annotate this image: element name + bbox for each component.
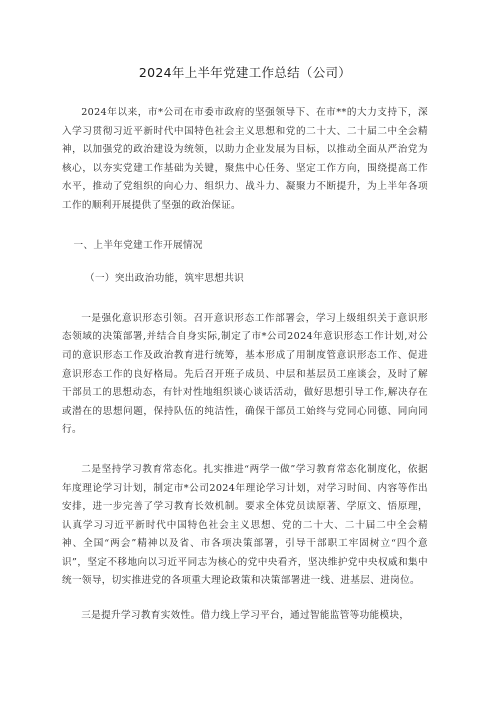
body-paragraph-2: 二是坚持学习教育常态化。扎实推进“两学一做”学习教育常态化制度化，依据年度理论学习计划，制定市*公司2024年理论学习计划，对学习时间、内容等作出安排，进一步完善了学习教育长效机制。要求全体党员读原著、学原文、悟原理，认真学习习近平新时代中国特色社会主义思想、党的二十大、二十届二中全会精神、全国“两会”精神以及省、市各项决策部署，引导干部职工牢固树立“四个意识”，坚定不移地向以习近平同志为核心的党中央看齐，坚决维护党中央权威和集中统一领导，切实推进党的各项重大理论政策和决策部署进一线、进基层、进岗位。 xyxy=(62,463,428,587)
intro-paragraph: 2024年以来，市*公司在市委市政府的坚强领导下、在市**的大力支持下，深入学习贯彻习近平新时代中国特色社会主义思想和党的二十大、二十届二中全会精神，以加强党的政治建设为统领，以助力企业发展为目标，以推动全面从严治党为核心，以夯实党建工作基础为关键，聚焦中心任务、坚定工作方向，围绕提高工作水平，推动了党组织的向心力、组织力、战斗力、凝聚力不断提升，为上半年各项工作的顺利开展提供了坚强的政治保证。 xyxy=(62,107,428,211)
body-paragraph-3: 三是提升学习教育实效性。借力线上学习平台，通过智能监管等功能模块， xyxy=(81,610,410,622)
body-paragraph-1: 一是强化意识形态引领。召开意识形态工作部署会，学习上级组织关于意识形态领域的决策部署,并结合自身实际,制定了市*公司2024年意识形态工作计划,对公司的意识形态工作及政治教育进行统筹，基本形成了用制度管意识形态工作、促进意识形态工作的良好格局。先后召开班子成员、中层和基层员工座谈会，及时了解干部员工的思想动态，有针对性地组织谈心谈话活动，做好思想引导工作,解决存在或潜在的思想问题，保持队伍的纯洁性，确保干部员工始终与党同心同德、同向同行。 xyxy=(62,312,428,436)
subsection-heading: （一）突出政治功能，筑牢思想共识 xyxy=(85,273,245,285)
document-title: 2024年上半年党建工作总结（公司） xyxy=(138,65,352,80)
section-heading: 一、上半年党建工作开展情况 xyxy=(73,239,203,251)
